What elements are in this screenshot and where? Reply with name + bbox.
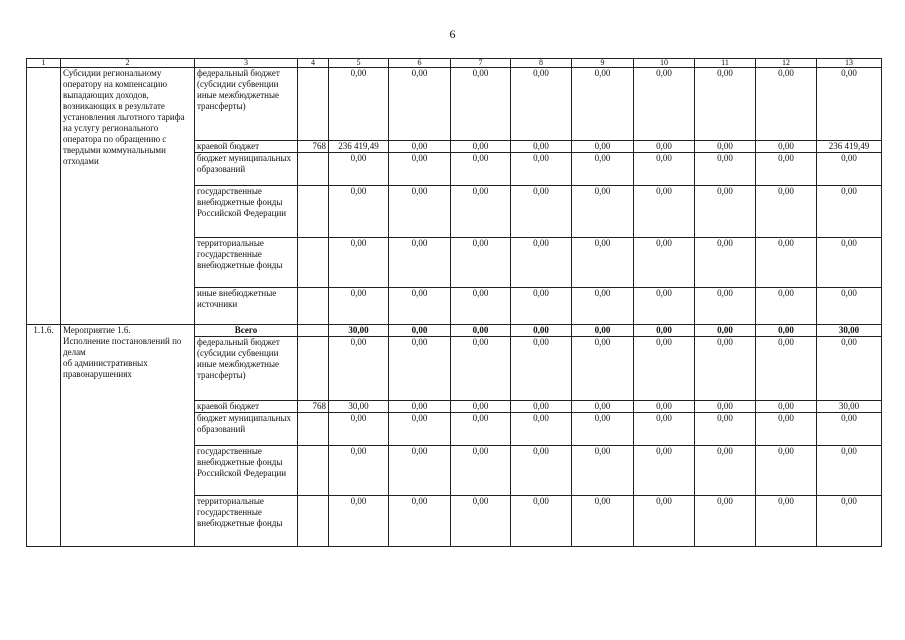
value-cell: 0,00 — [389, 413, 451, 446]
value-cell: 0,00 — [572, 153, 634, 186]
value-cell: 0,00 — [389, 446, 451, 496]
value-cell: 0,00 — [329, 68, 389, 141]
value-cell: 0,00 — [572, 401, 634, 413]
value-cell: 0,00 — [389, 141, 451, 153]
funding-source: федеральный бюджет (субсидии субвенции иные межбюджетные трансферты) — [195, 68, 298, 141]
value-cell: 0,00 — [817, 153, 882, 186]
value-cell: 0,00 — [634, 413, 695, 446]
funding-source: Всего — [195, 325, 298, 337]
item-number: 1.1.6. — [27, 325, 61, 547]
table-row — [27, 325, 882, 337]
value-cell: 236 419,49 — [329, 141, 389, 153]
value-cell: 0,00 — [756, 401, 817, 413]
value-cell: 0,00 — [572, 238, 634, 288]
value-cell: 0,00 — [634, 238, 695, 288]
value-cell: 0,00 — [695, 496, 756, 547]
budget-code — [298, 496, 329, 547]
column-header: 7 — [451, 59, 511, 68]
budget-code — [298, 153, 329, 186]
value-cell: 0,00 — [695, 337, 756, 401]
value-cell: 0,00 — [634, 325, 695, 337]
budget-code — [298, 446, 329, 496]
value-cell: 0,00 — [695, 325, 756, 337]
value-cell: 0,00 — [511, 153, 572, 186]
value-cell: 0,00 — [389, 238, 451, 288]
value-cell: 0,00 — [451, 141, 511, 153]
funding-source: краевой бюджет — [195, 401, 298, 413]
value-cell: 0,00 — [389, 325, 451, 337]
value-cell: 0,00 — [511, 337, 572, 401]
value-cell: 0,00 — [329, 153, 389, 186]
value-cell: 0,00 — [511, 446, 572, 496]
value-cell: 0,00 — [451, 446, 511, 496]
funding-source: бюджет муниципальных образований — [195, 413, 298, 446]
value-cell: 0,00 — [634, 141, 695, 153]
value-cell: 0,00 — [817, 496, 882, 547]
value-cell: 0,00 — [389, 186, 451, 238]
value-cell: 30,00 — [817, 325, 882, 337]
value-cell: 0,00 — [572, 141, 634, 153]
value-cell: 0,00 — [572, 288, 634, 325]
funding-source: бюджет муниципальных образований — [195, 153, 298, 186]
value-cell: 0,00 — [451, 68, 511, 141]
budget-code: 768 — [298, 401, 329, 413]
value-cell: 0,00 — [634, 446, 695, 496]
budget-table — [26, 58, 882, 547]
value-cell: 0,00 — [329, 337, 389, 401]
column-header: 12 — [756, 59, 817, 68]
column-header: 4 — [298, 59, 329, 68]
budget-code — [298, 288, 329, 325]
value-cell: 0,00 — [695, 238, 756, 288]
column-header: 5 — [329, 59, 389, 68]
value-cell: 0,00 — [451, 337, 511, 401]
value-cell: 0,00 — [634, 337, 695, 401]
value-cell: 0,00 — [511, 238, 572, 288]
value-cell: 0,00 — [817, 238, 882, 288]
funding-source: государственные внебюджетные фонды Российской Федерации — [195, 186, 298, 238]
value-cell: 0,00 — [511, 496, 572, 547]
value-cell: 0,00 — [817, 337, 882, 401]
value-cell: 0,00 — [511, 186, 572, 238]
table-body — [27, 59, 882, 547]
column-header: 11 — [695, 59, 756, 68]
funding-source: территориальные государственные внебюджетные фонды — [195, 238, 298, 288]
value-cell: 0,00 — [634, 401, 695, 413]
value-cell: 0,00 — [389, 401, 451, 413]
column-number-row — [27, 59, 882, 68]
value-cell: 0,00 — [511, 68, 572, 141]
value-cell: 0,00 — [451, 401, 511, 413]
value-cell: 0,00 — [817, 413, 882, 446]
value-cell: 0,00 — [817, 186, 882, 238]
item-title: Субсидии региональному оператору на компенсацию выпадающих доходов, возникающих в результате установления льготного тарифа на услугу регионального оператора по обращению с твердыми коммунальными отходами — [61, 68, 195, 325]
value-cell: 0,00 — [817, 446, 882, 496]
budget-code — [298, 337, 329, 401]
value-cell: 0,00 — [695, 446, 756, 496]
column-header: 3 — [195, 59, 298, 68]
value-cell: 0,00 — [756, 238, 817, 288]
column-header: 10 — [634, 59, 695, 68]
value-cell: 0,00 — [451, 288, 511, 325]
funding-source: федеральный бюджет (субсидии субвенции иные межбюджетные трансферты) — [195, 337, 298, 401]
value-cell: 0,00 — [756, 186, 817, 238]
value-cell: 0,00 — [329, 238, 389, 288]
value-cell: 0,00 — [817, 68, 882, 141]
value-cell: 0,00 — [451, 496, 511, 547]
value-cell: 0,00 — [756, 68, 817, 141]
value-cell: 0,00 — [756, 325, 817, 337]
value-cell: 0,00 — [572, 186, 634, 238]
value-cell: 0,00 — [329, 186, 389, 238]
value-cell: 0,00 — [634, 186, 695, 238]
value-cell: 0,00 — [634, 68, 695, 141]
value-cell: 0,00 — [572, 413, 634, 446]
value-cell: 0,00 — [451, 153, 511, 186]
value-cell: 0,00 — [756, 446, 817, 496]
value-cell: 0,00 — [329, 288, 389, 325]
funding-source: государственные внебюджетные фонды Российской Федерации — [195, 446, 298, 496]
value-cell: 0,00 — [511, 325, 572, 337]
value-cell: 0,00 — [329, 496, 389, 547]
value-cell: 0,00 — [695, 401, 756, 413]
value-cell: 0,00 — [389, 337, 451, 401]
value-cell: 0,00 — [329, 446, 389, 496]
value-cell: 30,00 — [817, 401, 882, 413]
budget-code — [298, 238, 329, 288]
value-cell: 0,00 — [695, 141, 756, 153]
value-cell: 0,00 — [572, 446, 634, 496]
value-cell: 0,00 — [634, 496, 695, 547]
value-cell: 0,00 — [634, 153, 695, 186]
value-cell: 0,00 — [389, 496, 451, 547]
value-cell: 0,00 — [329, 413, 389, 446]
value-cell: 30,00 — [329, 325, 389, 337]
value-cell: 0,00 — [572, 68, 634, 141]
value-cell: 0,00 — [695, 413, 756, 446]
value-cell: 0,00 — [756, 496, 817, 547]
column-header: 8 — [511, 59, 572, 68]
value-cell: 236 419,49 — [817, 141, 882, 153]
column-header: 2 — [61, 59, 195, 68]
value-cell: 0,00 — [756, 413, 817, 446]
value-cell: 0,00 — [756, 153, 817, 186]
column-header: 9 — [572, 59, 634, 68]
item-title: Мероприятие 1.6. Исполнение постановлений по делам об административных правонарушениях — [61, 325, 195, 547]
column-header: 1 — [27, 59, 61, 68]
budget-code — [298, 68, 329, 141]
value-cell: 0,00 — [695, 288, 756, 325]
value-cell: 0,00 — [572, 337, 634, 401]
value-cell: 0,00 — [695, 186, 756, 238]
column-header: 6 — [389, 59, 451, 68]
item-number — [27, 68, 61, 325]
value-cell: 0,00 — [511, 413, 572, 446]
value-cell: 30,00 — [329, 401, 389, 413]
value-cell: 0,00 — [511, 141, 572, 153]
value-cell: 0,00 — [511, 288, 572, 325]
value-cell: 0,00 — [511, 401, 572, 413]
value-cell: 0,00 — [756, 141, 817, 153]
value-cell: 0,00 — [572, 496, 634, 547]
budget-code — [298, 413, 329, 446]
value-cell: 0,00 — [695, 153, 756, 186]
budget-code: 768 — [298, 141, 329, 153]
value-cell: 0,00 — [817, 288, 882, 325]
budget-code — [298, 186, 329, 238]
value-cell: 0,00 — [451, 186, 511, 238]
column-header: 13 — [817, 59, 882, 68]
value-cell: 0,00 — [756, 288, 817, 325]
funding-source: территориальные государственные внебюджетные фонды — [195, 496, 298, 547]
value-cell: 0,00 — [756, 337, 817, 401]
value-cell: 0,00 — [451, 325, 511, 337]
page-number: 6 — [449, 27, 456, 41]
funding-source: краевой бюджет — [195, 141, 298, 153]
value-cell: 0,00 — [389, 288, 451, 325]
value-cell: 0,00 — [695, 68, 756, 141]
value-cell: 0,00 — [389, 153, 451, 186]
funding-source: иные внебюджетные источники — [195, 288, 298, 325]
value-cell: 0,00 — [451, 238, 511, 288]
budget-code — [298, 325, 329, 337]
value-cell: 0,00 — [634, 288, 695, 325]
value-cell: 0,00 — [389, 68, 451, 141]
value-cell: 0,00 — [451, 413, 511, 446]
table-row — [27, 68, 882, 141]
value-cell: 0,00 — [572, 325, 634, 337]
